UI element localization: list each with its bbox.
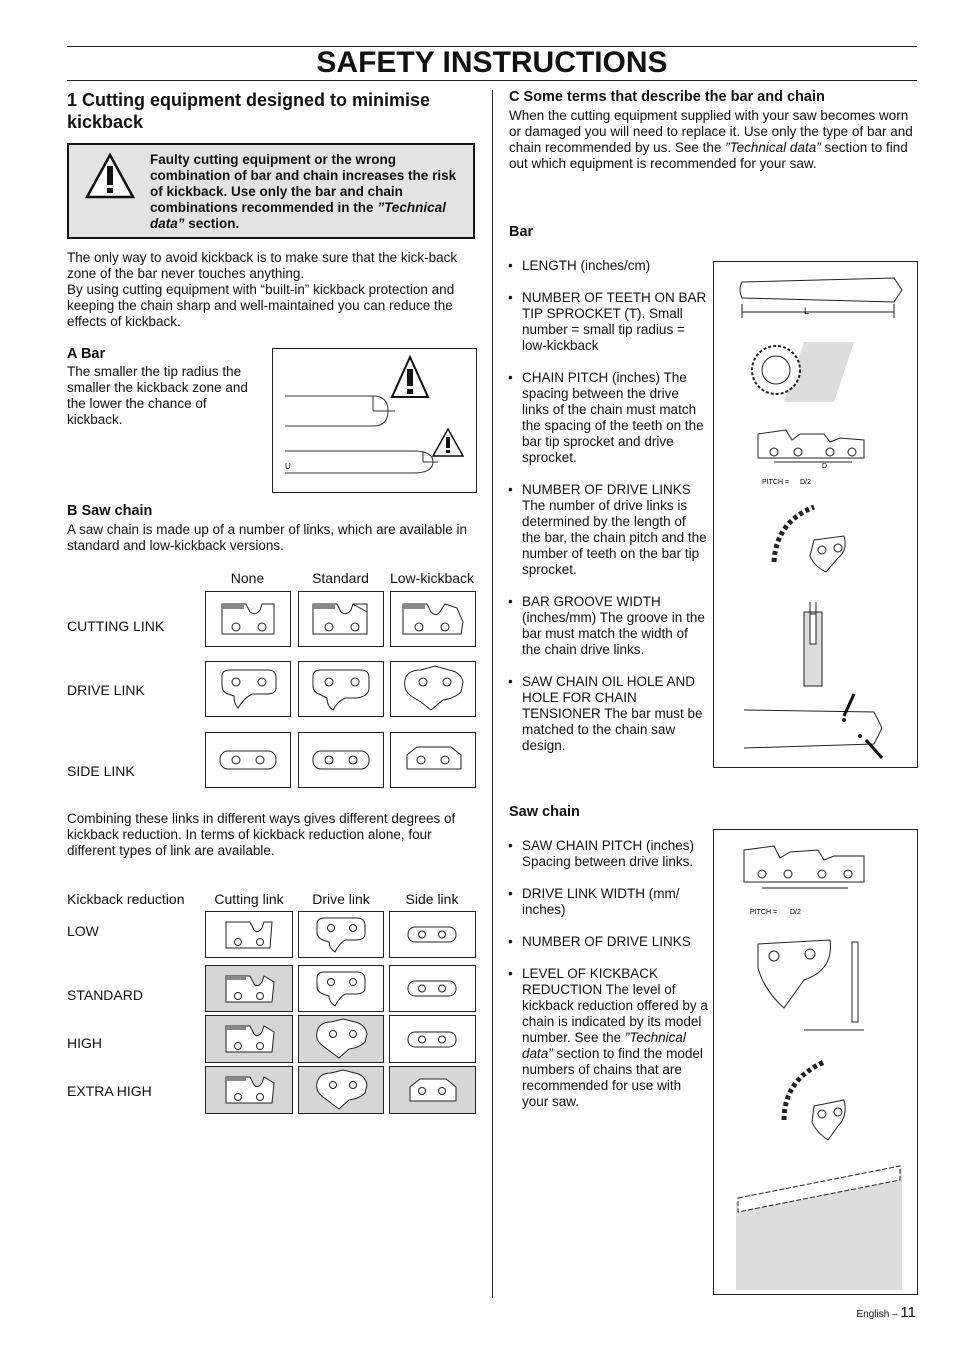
standard-cutting-link-icon [205, 965, 293, 1012]
low-side-link-icon [389, 911, 476, 958]
row-drive-link: DRIVE LINK [67, 682, 145, 698]
bar-term-drive-links: • NUMBER OF DRIVE LINKS The number of drive links is determined by the length of the bar, the chain pitch and the number of teeth on the bar tip sprocket. [508, 482, 708, 578]
drive-link-low-kickback-icon [390, 661, 476, 717]
chain-terms-figure [713, 829, 918, 1295]
row-cutting-link: CUTTING LINK [67, 618, 165, 634]
page-title: SAFETY INSTRUCTIONS [316, 46, 668, 79]
pitch-d-label: D [822, 463, 828, 470]
row-side-link: SIDE LINK [67, 763, 135, 779]
combining-paragraph: Combining these links in different ways gives different degrees of kickback reduction. In terms of kickback reduction alone, four different types of link are available. [67, 811, 456, 858]
kickback-row-high: HIGH [67, 1035, 102, 1051]
bar-term-chain-pitch: • CHAIN PITCH (inches) The spacing between the drive links of the chain must match the spacing of the teeth on the bar tip sprocket and drive sprocket. [508, 370, 708, 466]
standard-drive-link-icon [298, 965, 384, 1012]
column-none: None [230, 570, 265, 586]
warning-text: Faulty cutting equipment or the wrong combination of bar and chain increases the risk of kickback. Use only the bar and chain combinations recommended in the ”Technical data” section. [150, 152, 457, 231]
drive-link-standard-icon [298, 661, 384, 717]
chain-term-kickback-level: • LEVEL OF KICKBACK REDUCTION The level of kickback reduction offered by a chain is indicated by its model number. See the ”Technical data” section to find the model numbers of chains that are recommended for use with your saw. [508, 966, 708, 1110]
intro-paragraph-2: By using cutting equipment with “built-in” kickback protection and keeping the chain sharp and well-maintained you can reduce the effects of kickback. [67, 282, 455, 329]
side-link-standard-icon [298, 732, 384, 788]
page-footer: English – 11 [856, 1304, 916, 1321]
bar-term-oil-hole: • SAW CHAIN OIL HOLE AND HOLE FOR CHAIN TENSIONER The bar must be matched to the chain saw design. [508, 674, 708, 754]
chain-term-drive-link-width: • DRIVE LINK WIDTH (mm/ inches) [508, 886, 708, 918]
drive-link-none-icon [205, 661, 291, 717]
bar-term-sprocket-teeth: • NUMBER OF TEETH ON BAR TIP SPROCKET (T). Small number = small tip radius = low-kickback [508, 290, 708, 354]
cutting-link-low-kickback-icon [390, 591, 476, 647]
kickback-row-low: LOW [67, 923, 99, 939]
column-standard: Standard [312, 570, 369, 586]
high-drive-link-icon [298, 1015, 384, 1063]
kickback-header-side: Side link [405, 891, 459, 907]
subheading-a-bar: A Bar [67, 346, 106, 362]
warning-triangle-icon [85, 153, 135, 199]
kickback-header-cutting: Cutting link [214, 891, 284, 907]
low-cutting-link-icon [205, 911, 293, 958]
side-link-none-icon [205, 732, 291, 788]
title-bottom-rule [67, 80, 917, 81]
pitch-fraction-label: D/2 [800, 479, 811, 486]
side-link-low-kickback-icon [390, 732, 476, 788]
page-number: 11 [900, 1304, 916, 1321]
section-heading: 1 Cutting equipment designed to minimise kickback [67, 90, 431, 132]
terms-paragraph: When the cutting equipment supplied with your saw becomes worn or damaged you will need to replace it. Use only the type of bar and chain recommended by us. See the ”Technical data” section to find out which equipment is recommended for your saw. [509, 108, 913, 171]
kickback-header-drive: Drive link [312, 891, 370, 907]
extra-high-side-link-icon [389, 1066, 476, 1114]
high-side-link-icon [389, 1015, 476, 1063]
bar-term-groove-width: • BAR GROOVE WIDTH (inches/mm) The groove in the bar must match the width of the chain drive links. [508, 594, 708, 658]
chain-term-number-drive-links: • NUMBER OF DRIVE LINKS [508, 934, 708, 950]
standard-side-link-icon [389, 965, 476, 1012]
svg-text:U: U [285, 462, 291, 471]
kickback-row-extra-high: EXTRA HIGH [67, 1083, 152, 1099]
column-divider [492, 90, 493, 1298]
cutting-link-standard-icon [298, 591, 384, 647]
bar-length-label: L [804, 306, 810, 316]
bar-term-length: • LENGTH (inches/cm) [508, 258, 708, 274]
warning-box [67, 143, 475, 239]
saw-chain-description: A saw chain is made up of a number of links, which are available in standard and low-kickback versions. [67, 522, 467, 553]
subheading-b-saw-chain: B Saw chain [67, 503, 153, 519]
extra-high-cutting-link-icon [205, 1066, 293, 1114]
chain-pitch-fraction: D/2 [790, 909, 801, 916]
chain-term-pitch: • SAW CHAIN PITCH (inches) Spacing between drive links. [508, 838, 708, 870]
kickback-row-standard: STANDARD [67, 987, 143, 1003]
pitch-label: PITCH = [762, 479, 790, 486]
low-drive-link-icon [298, 911, 384, 958]
subheading-c-terms: C Some terms that describe the bar and chain [509, 89, 825, 105]
high-cutting-link-icon [205, 1015, 293, 1063]
chain-pitch-label: PITCH = [750, 909, 778, 916]
kickback-header-label: Kickback reduction [67, 891, 185, 907]
cutting-link-none-icon [205, 591, 291, 647]
bar-tip-figure [272, 348, 477, 493]
extra-high-drive-link-icon [298, 1066, 384, 1114]
subheading-bar: Bar [509, 224, 534, 240]
column-low-kickback: Low-kickback [389, 570, 475, 586]
chain-terms-list [508, 838, 708, 1126]
bar-terms-figure [713, 261, 918, 768]
subheading-saw-chain: Saw chain [509, 804, 580, 820]
bar-description: The smaller the tip radius the smaller the kickback zone and the lower the chance of kickback. [67, 364, 248, 427]
bar-terms-list [508, 258, 708, 770]
intro-paragraph-1: The only way to avoid kickback is to make sure that the kick-back zone of the bar never touches anything. [67, 250, 458, 281]
